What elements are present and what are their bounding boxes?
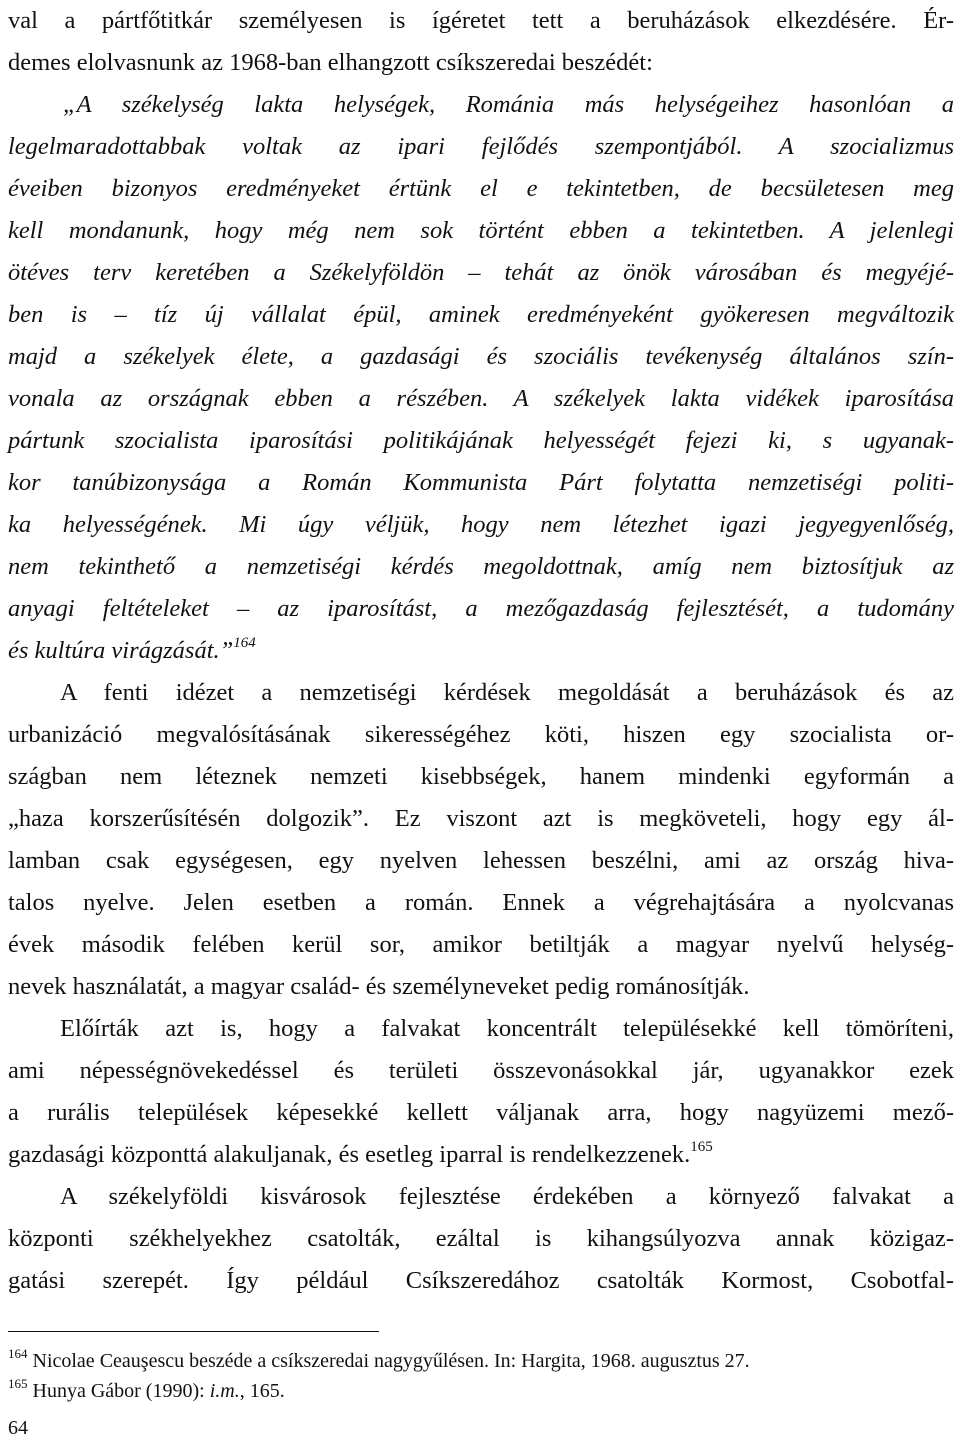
- quote-line: éveiben bizonyos eredményeket értünk el e tekintetben, de becsületesen meg: [8, 175, 954, 202]
- text-line: nevek használatát, a magyar család- és személyneveket pedig románosítják.: [8, 973, 750, 1000]
- text-line: urbanizáció megvalósításának sikerességéhez köti, hiszen egy szocialista or-: [8, 721, 954, 748]
- footnote-text-italic: i.m.: [209, 1380, 240, 1402]
- text-line: val a pártfőtitkár személyesen is ígéretet tett a beruházások elkezdésére. Ér-: [8, 7, 954, 34]
- text-line: A székelyföldi kisvárosok fejlesztése érdekében a környező falvakat a: [60, 1183, 954, 1210]
- quote-line-last: és kultúra virágzását.”$^{164}$: [8, 635, 256, 664]
- footnote-ref-164[interactable]: 164: [233, 635, 256, 651]
- footnotes: [8, 1346, 954, 1406]
- footnote-text: , 165.: [239, 1380, 285, 1402]
- footnote-number: 164: [8, 1346, 28, 1361]
- quote-line: ka helyességének. Mi úgy véljük, hogy nem létezhet igazi jegyegyenlőség,: [8, 511, 954, 538]
- text-line: szágban nem léteznek nemzeti kisebbségek, hanem mindenki egyformán a: [8, 763, 954, 790]
- quote-line: nem tekinthető a nemzetiségi kérdés megoldottnak, amíg nem biztosítjuk az: [8, 553, 954, 580]
- quote-line: kell mondanunk, hogy még nem sok történt ebben a tekintetben. A jelenlegi: [8, 217, 954, 244]
- quote-line: „A székelység lakta helységek, Románia más helységeihez hasonlóan a: [63, 91, 954, 118]
- text-line: A fenti idézet a nemzetiségi kérdések megoldását a beruházások és az: [60, 679, 954, 706]
- text-line: Előírták azt is, hogy a falvakat koncentrált településekké kell tömöríteni,: [60, 1015, 954, 1042]
- text-line: központi székhelyekhez csatolták, ezáltal is kihangsúlyozva annak közigaz-: [8, 1225, 954, 1252]
- footnote-ref-165[interactable]: 165: [690, 1139, 713, 1155]
- text-line: „haza korszerűsítésén dolgozik”. Ez viszont azt is megköveteli, hogy egy ál-: [8, 805, 954, 832]
- footnote-165: [8, 1376, 954, 1406]
- footnote-text: Hunya Gábor (1990):: [32, 1380, 210, 1402]
- document-page: [8, 0, 954, 1302]
- footnote-number: 165: [8, 1376, 28, 1391]
- quote-line: pártunk szocialista iparosítási politikájának helyességét fejezi ki, s ugyanak-: [8, 427, 954, 454]
- text-line: gatási szerepét. Így például Csíkszeredához csatolták Kormost, Csobotfal-: [8, 1267, 954, 1294]
- quote-line: kor tanúbizonysága a Román Kommunista Párt folytatta nemzetiségi politi-: [8, 469, 954, 496]
- paragraph-1: [8, 672, 954, 1008]
- intro-paragraph: [8, 0, 954, 84]
- quote-line: legelmaradottabbak voltak az ipari fejlődés szempontjából. A szocializmus: [8, 133, 954, 160]
- footnote-164: [8, 1346, 954, 1376]
- quote-line: ötéves terv keretében a Székelyföldön – tehát az önök városában és megyéjé-: [8, 259, 954, 286]
- text-line: talos nyelve. Jelen esetben a román. Ennek a végrehajtására a nyolcvanas: [8, 889, 954, 916]
- text-line-content: gazdasági központtá alakuljanak, és esetleg iparral is rendelkezzenek.: [8, 1141, 691, 1168]
- quote-line: vonala az országnak ebben a részében. A székelyek lakta vidékek iparosítása: [8, 385, 954, 412]
- text-line: a rurális települések képesekké kellett váljanak arra, hogy nagyüzemi mező-: [8, 1099, 954, 1126]
- text-line: lamban csak egységesen, egy nyelven lehessen beszélni, ami az ország hiva-: [8, 847, 954, 874]
- paragraph-2: [8, 1008, 954, 1176]
- page-number: 64: [8, 1417, 28, 1439]
- footnote-text: Nicolae Ceauşescu beszéde a csíkszeredai nagygyűlésen. In: Hargita, 1968. augusztus 27.: [32, 1350, 750, 1372]
- quote-line: majd a székelyek élete, a gazdasági és szociális tevékenység általános szín-: [8, 343, 954, 370]
- text-line: évek második felében kerül sor, amikor betiltják a magyar nyelvű helység-: [8, 931, 954, 958]
- block-quote: [8, 84, 954, 672]
- text-line-last: [8, 1134, 954, 1176]
- paragraph-3: [8, 1176, 954, 1302]
- quote-line: anyagi feltételeket – az iparosítást, a mezőgazdaság fejlesztését, a tudomány: [8, 595, 954, 622]
- quote-line: ben is – tíz új vállalat épül, aminek eredményeként gyökeresen megváltozik: [8, 301, 954, 328]
- quote-line-text: és kultúra virágzását.: [8, 637, 220, 664]
- text-line: ami népességnövekedéssel és területi összevonásokkal jár, ugyanakkor ezek: [8, 1057, 954, 1084]
- text-line: demes elolvasnunk az 1968-ban elhangzott csíkszeredai beszédét:: [8, 49, 653, 76]
- footnote-separator: [8, 1331, 379, 1332]
